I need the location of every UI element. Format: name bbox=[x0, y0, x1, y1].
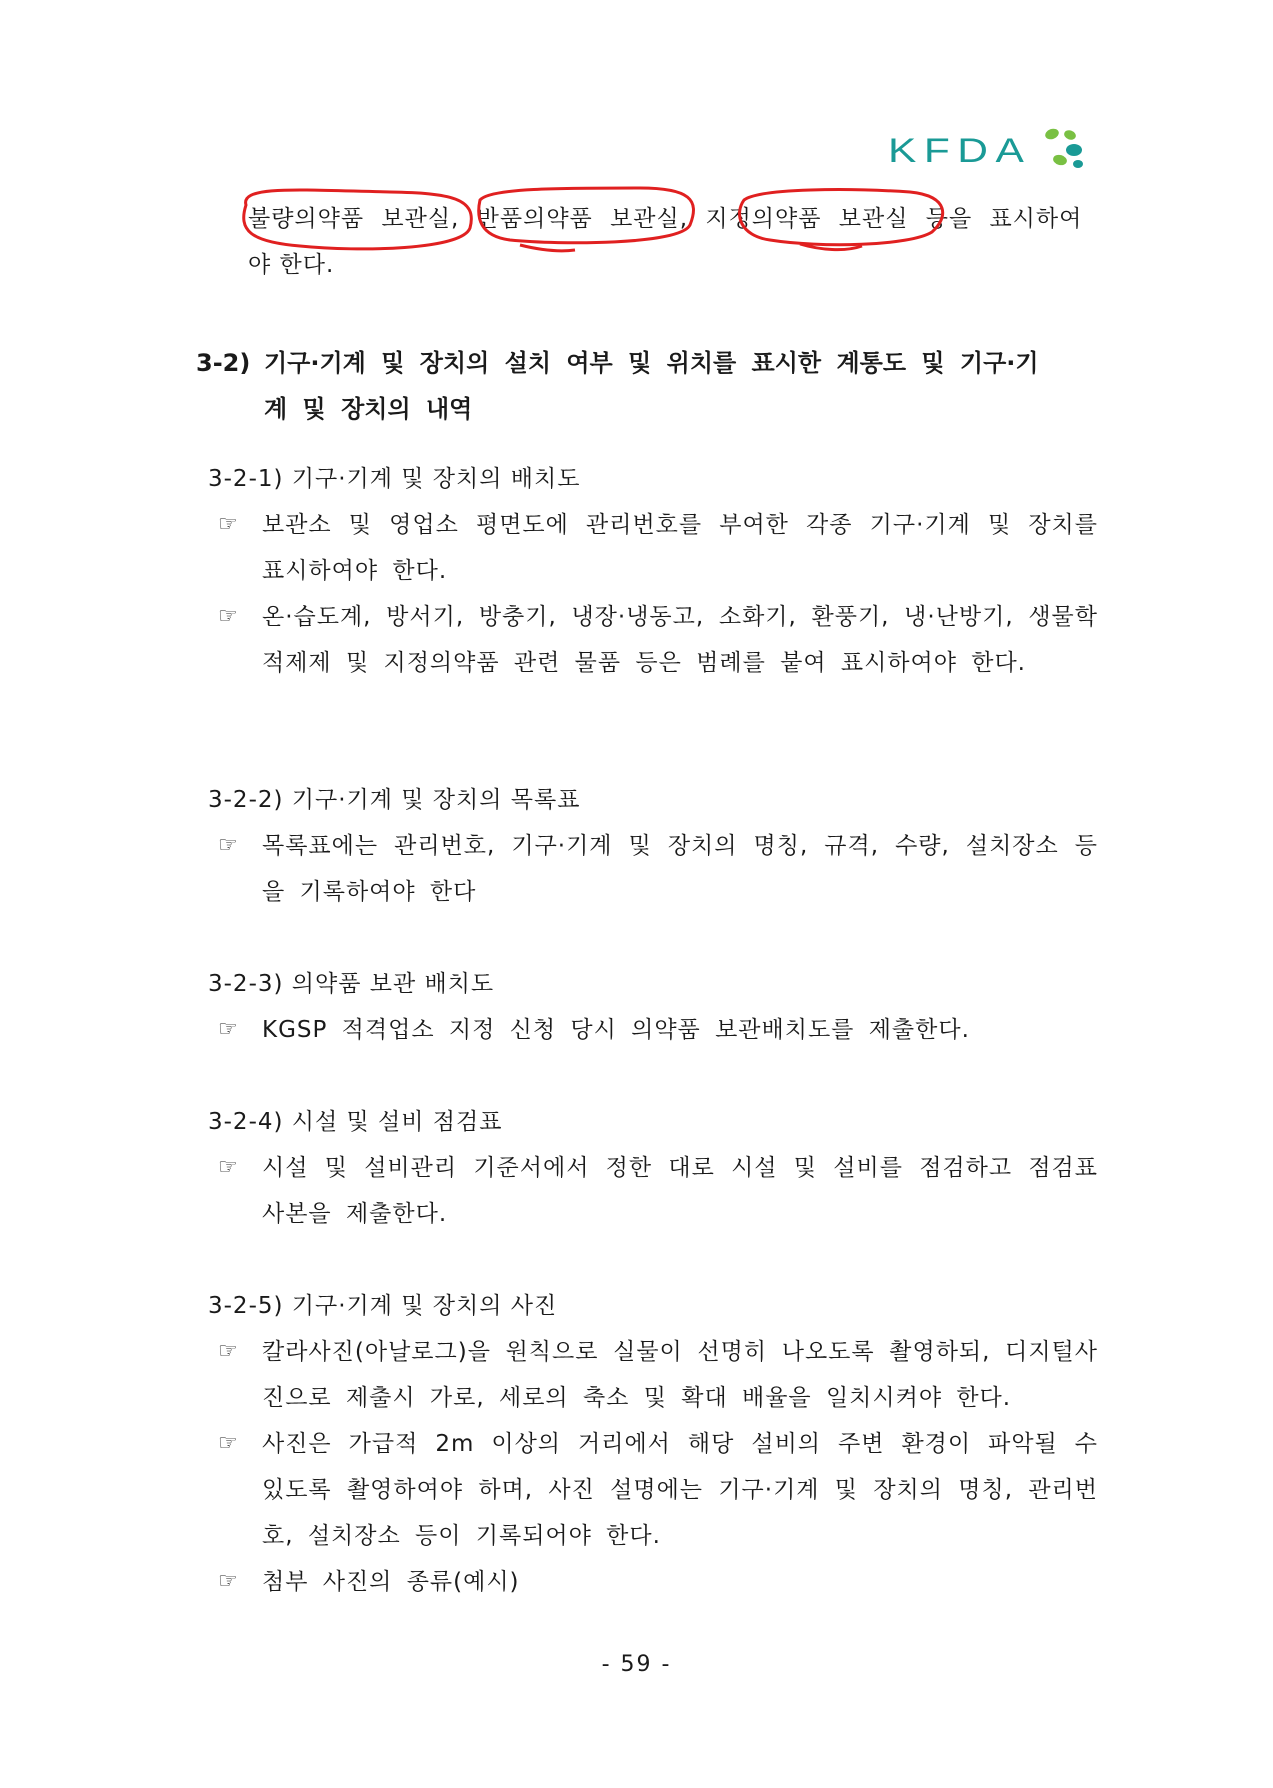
pointing-hand-icon: ☞ bbox=[218, 1431, 239, 1456]
kfda-logo bbox=[888, 120, 1098, 180]
section-heading bbox=[196, 340, 1098, 432]
list-item bbox=[218, 594, 1098, 686]
bullet-text: 첨부 사진의 종류(예시) bbox=[262, 1569, 520, 1595]
list-item bbox=[218, 1559, 1098, 1605]
logo-text: KFDA bbox=[888, 132, 1032, 170]
bullet-text: 칼라사진(아날로그)을 원칙으로 실물이 선명히 나오도록 촬영하되, 디지털사진으로 제출시 가로, 세로의 축소 및 확대 배율을 일치시켜야 한다. bbox=[262, 1339, 1098, 1411]
intro-line-2: 야 한다. bbox=[248, 252, 335, 278]
bullet-text: 사진은 가급적 2m 이상의 거리에서 해당 설비의 주변 환경이 파악될 수 있도록 촬영하여야 하며, 사진 설명에는 기구·기계 및 장치의 명칭, 관리번호, 설치장소 등이 기록되어야 한다. bbox=[262, 1431, 1098, 1549]
subsection-title: 3-2-1) 기구·기계 및 장치의 배치도 bbox=[208, 466, 581, 492]
list-item bbox=[218, 1145, 1098, 1237]
subsection-title: 3-2-5) 기구·기계 및 장치의 사진 bbox=[208, 1293, 558, 1319]
list-item bbox=[218, 1329, 1098, 1421]
bullet-text: 보관소 및 영업소 평면도에 관리번호를 부여한 각종 기구·기계 및 장치를 표시하여야 한다. bbox=[262, 512, 1098, 584]
bullet-text: 온·습도계, 방서기, 방충기, 냉장·냉동고, 소화기, 환풍기, 냉·난방기, 생물학적제제 및 지정의약품 관련 물품 등은 범례를 붙여 표시하여야 한다. bbox=[262, 604, 1098, 676]
pointing-hand-icon: ☞ bbox=[218, 604, 239, 629]
intro-line-1: 불량의약품 보관실, 반품의약품 보관실, 지정의약품 보관실 등을 표시하여 bbox=[248, 206, 1083, 232]
bullet-text: 시설 및 설비관리 기준서에서 정한 대로 시설 및 설비를 점검하고 점검표 사본을 제출한다. bbox=[262, 1155, 1098, 1227]
intro-paragraph bbox=[248, 196, 1098, 288]
section-title-line-1: 기구·기계 및 장치의 설치 여부 및 위치를 표시한 계통도 및 기구·기 bbox=[264, 349, 1039, 377]
logo-dots-icon bbox=[1036, 126, 1086, 170]
subsection-title: 3-2-2) 기구·기계 및 장치의 목록표 bbox=[208, 787, 581, 813]
bullet-text: KGSP 적격업소 지정 신청 당시 의약품 보관배치도를 제출한다. bbox=[262, 1017, 970, 1043]
subsection-title: 3-2-4) 시설 및 설비 점검표 bbox=[208, 1109, 503, 1135]
bullet-text: 목록표에는 관리번호, 기구·기계 및 장치의 명칭, 규격, 수량, 설치장소 등을 기록하여야 한다 bbox=[262, 833, 1098, 905]
list-item bbox=[218, 502, 1098, 594]
section-number: 3-2) bbox=[196, 349, 251, 377]
pointing-hand-icon: ☞ bbox=[218, 1339, 239, 1364]
list-item bbox=[218, 1421, 1098, 1559]
pointing-hand-icon: ☞ bbox=[218, 512, 239, 537]
pointing-hand-icon: ☞ bbox=[218, 1569, 239, 1594]
pointing-hand-icon: ☞ bbox=[218, 1017, 239, 1042]
pointing-hand-icon: ☞ bbox=[218, 833, 239, 858]
page-number: - 59 - bbox=[601, 1652, 672, 1677]
subsection-title: 3-2-3) 의약품 보관 배치도 bbox=[208, 971, 495, 997]
section-title-line-2: 계 및 장치의 내역 bbox=[264, 395, 473, 423]
list-item bbox=[218, 823, 1098, 915]
pointing-hand-icon: ☞ bbox=[218, 1155, 239, 1180]
list-item bbox=[218, 1007, 1098, 1053]
